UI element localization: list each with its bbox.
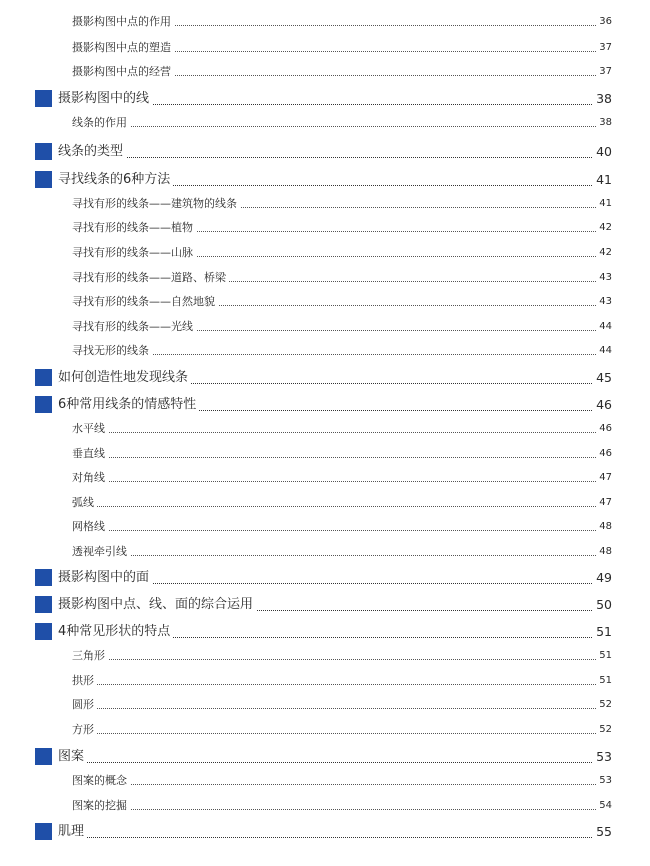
toc-page-number: 49 xyxy=(593,568,612,588)
toc-entry-title: 图案的概念 xyxy=(72,771,130,791)
toc-page-number: 43 xyxy=(596,292,612,312)
toc-chapter-row[interactable] xyxy=(0,368,650,388)
toc-chapter-row[interactable] xyxy=(0,595,650,615)
toc-page-number: 50 xyxy=(593,595,612,615)
toc-entry-title: 寻找有形的线条——自然地貌 xyxy=(72,292,218,312)
toc-entry-title: 摄影构图中点的作用 xyxy=(72,12,174,32)
toc-entry-title: 寻找有形的线条——建筑物的线条 xyxy=(72,194,240,214)
toc-entry-title: 水平线 xyxy=(72,419,108,439)
dot-leader xyxy=(72,659,610,660)
toc-page-number: 45 xyxy=(593,368,612,388)
toc-chapter-row[interactable] xyxy=(0,89,650,109)
toc-entry-title: 摄影构图中的面 xyxy=(58,568,152,588)
toc-page-number: 44 xyxy=(596,341,612,361)
toc-page-number: 46 xyxy=(593,395,612,415)
toc-section-row[interactable] xyxy=(0,292,650,312)
toc-entry-title: 对角线 xyxy=(72,468,108,488)
toc-entry-title: 三角形 xyxy=(72,646,108,666)
dot-leader xyxy=(72,354,610,355)
toc-section-row[interactable] xyxy=(0,771,650,791)
toc-page-number: 46 xyxy=(596,419,612,439)
toc-page-number: 47 xyxy=(596,493,612,513)
toc-entry-title: 线条的作用 xyxy=(72,113,130,133)
chapter-marker-square xyxy=(35,823,52,840)
toc-page-number: 46 xyxy=(596,444,612,464)
dot-leader xyxy=(72,481,610,482)
toc-entry-title: 摄影构图中的线 xyxy=(58,89,152,109)
toc-entry-title: 网格线 xyxy=(72,517,108,537)
toc-page-number: 53 xyxy=(593,747,612,767)
toc-section-row[interactable] xyxy=(0,646,650,666)
toc-section-row[interactable] xyxy=(0,113,650,133)
toc-entry-title: 6种常用线条的情感特性 xyxy=(58,395,199,415)
toc-chapter-row[interactable] xyxy=(0,395,650,415)
toc-page-number: 51 xyxy=(593,622,612,642)
toc-page-number: 40 xyxy=(593,142,612,162)
chapter-marker-square xyxy=(35,396,52,413)
toc-page-number: 48 xyxy=(596,517,612,537)
dot-leader xyxy=(72,530,610,531)
dot-leader xyxy=(58,762,610,763)
dot-leader xyxy=(72,809,610,810)
toc-page-number: 48 xyxy=(596,542,612,562)
toc-section-row[interactable] xyxy=(0,62,650,82)
dot-leader xyxy=(72,432,610,433)
toc-entry-title: 摄影构图中点的塑造 xyxy=(72,38,174,58)
toc-section-row[interactable] xyxy=(0,796,650,816)
toc-page-number: 47 xyxy=(596,468,612,488)
toc-entry-title: 圆形 xyxy=(72,695,97,715)
toc-entry-title: 图案 xyxy=(58,747,87,767)
toc-page-number: 37 xyxy=(596,62,612,82)
dot-leader xyxy=(72,733,610,734)
toc-entry-title: 摄影构图中点、线、面的综合运用 xyxy=(58,595,256,615)
toc-section-row[interactable] xyxy=(0,38,650,58)
toc-entry-title: 寻找线条的6种方法 xyxy=(58,170,173,190)
toc-chapter-row[interactable] xyxy=(0,822,650,842)
toc-page-number: 36 xyxy=(596,12,612,32)
toc-section-row[interactable] xyxy=(0,671,650,691)
chapter-marker-square xyxy=(35,596,52,613)
toc-section-row[interactable] xyxy=(0,12,650,32)
toc-page-number: 55 xyxy=(593,822,612,842)
dot-leader xyxy=(72,126,610,127)
chapter-marker-square xyxy=(35,90,52,107)
toc-entry-title: 透视牵引线 xyxy=(72,542,130,562)
toc-page-number: 38 xyxy=(593,89,612,109)
toc-page-number: 41 xyxy=(593,170,612,190)
dot-leader xyxy=(72,457,610,458)
toc-chapter-row[interactable] xyxy=(0,142,650,162)
dot-leader xyxy=(72,784,610,785)
dot-leader xyxy=(72,555,610,556)
toc-section-row[interactable] xyxy=(0,493,650,513)
toc-page-number: 52 xyxy=(596,720,612,740)
toc-entry-title: 肌理 xyxy=(58,822,87,842)
toc-page-number: 53 xyxy=(596,771,612,791)
chapter-marker-square xyxy=(35,143,52,160)
toc-entry-title: 寻找有形的线条——植物 xyxy=(72,218,196,238)
toc-entry-title: 寻找无形的线条 xyxy=(72,341,152,361)
toc-page-number: 38 xyxy=(596,113,612,133)
toc-page-number: 51 xyxy=(596,646,612,666)
toc-section-row[interactable] xyxy=(0,341,650,361)
toc-chapter-row[interactable] xyxy=(0,622,650,642)
dot-leader xyxy=(58,157,610,158)
toc-entry-title: 垂直线 xyxy=(72,444,108,464)
toc-entry-title: 4种常见形状的特点 xyxy=(58,622,173,642)
toc-chapter-row[interactable] xyxy=(0,568,650,588)
toc-page-number: 42 xyxy=(596,218,612,238)
toc-section-row[interactable] xyxy=(0,542,650,562)
toc-section-row[interactable] xyxy=(0,419,650,439)
toc-entry-title: 线条的类型 xyxy=(58,142,126,162)
toc-entry-title: 寻找有形的线条——山脉 xyxy=(72,243,196,263)
toc-entry-title: 图案的挖掘 xyxy=(72,796,130,816)
toc-section-row[interactable] xyxy=(0,720,650,740)
toc-page-number: 42 xyxy=(596,243,612,263)
toc-section-row[interactable] xyxy=(0,517,650,537)
toc-chapter-row[interactable] xyxy=(0,747,650,767)
toc-section-row[interactable] xyxy=(0,444,650,464)
dot-leader xyxy=(72,684,610,685)
dot-leader xyxy=(72,506,610,507)
toc-entry-title: 摄影构图中点的经营 xyxy=(72,62,174,82)
toc-section-row[interactable] xyxy=(0,695,650,715)
toc-page-number: 37 xyxy=(596,38,612,58)
toc-page-number: 51 xyxy=(596,671,612,691)
toc-entry-title: 如何创造性地发现线条 xyxy=(58,368,191,388)
toc-entry-title: 弧线 xyxy=(72,493,97,513)
toc-page-number: 44 xyxy=(596,317,612,337)
chapter-marker-square xyxy=(35,171,52,188)
dot-leader xyxy=(58,837,610,838)
chapter-marker-square xyxy=(35,623,52,640)
toc-entry-title: 方形 xyxy=(72,720,97,740)
toc-section-row[interactable] xyxy=(0,218,650,238)
dot-leader xyxy=(72,708,610,709)
toc-section-row[interactable] xyxy=(0,468,650,488)
chapter-marker-square xyxy=(35,369,52,386)
toc-page-number: 54 xyxy=(596,796,612,816)
toc-section-row[interactable] xyxy=(0,194,650,214)
toc-entry-title: 拱形 xyxy=(72,671,97,691)
chapter-marker-square xyxy=(35,569,52,586)
toc-chapter-row[interactable] xyxy=(0,170,650,190)
toc-page-number: 43 xyxy=(596,268,612,288)
toc-section-row[interactable] xyxy=(0,317,650,337)
toc-section-row[interactable] xyxy=(0,268,650,288)
toc-page-number: 41 xyxy=(596,194,612,214)
toc-entry-title: 寻找有形的线条——光线 xyxy=(72,317,196,337)
chapter-marker-square xyxy=(35,748,52,765)
toc-entry-title: 寻找有形的线条——道路、桥梁 xyxy=(72,268,229,288)
toc-page-number: 52 xyxy=(596,695,612,715)
toc-section-row[interactable] xyxy=(0,243,650,263)
